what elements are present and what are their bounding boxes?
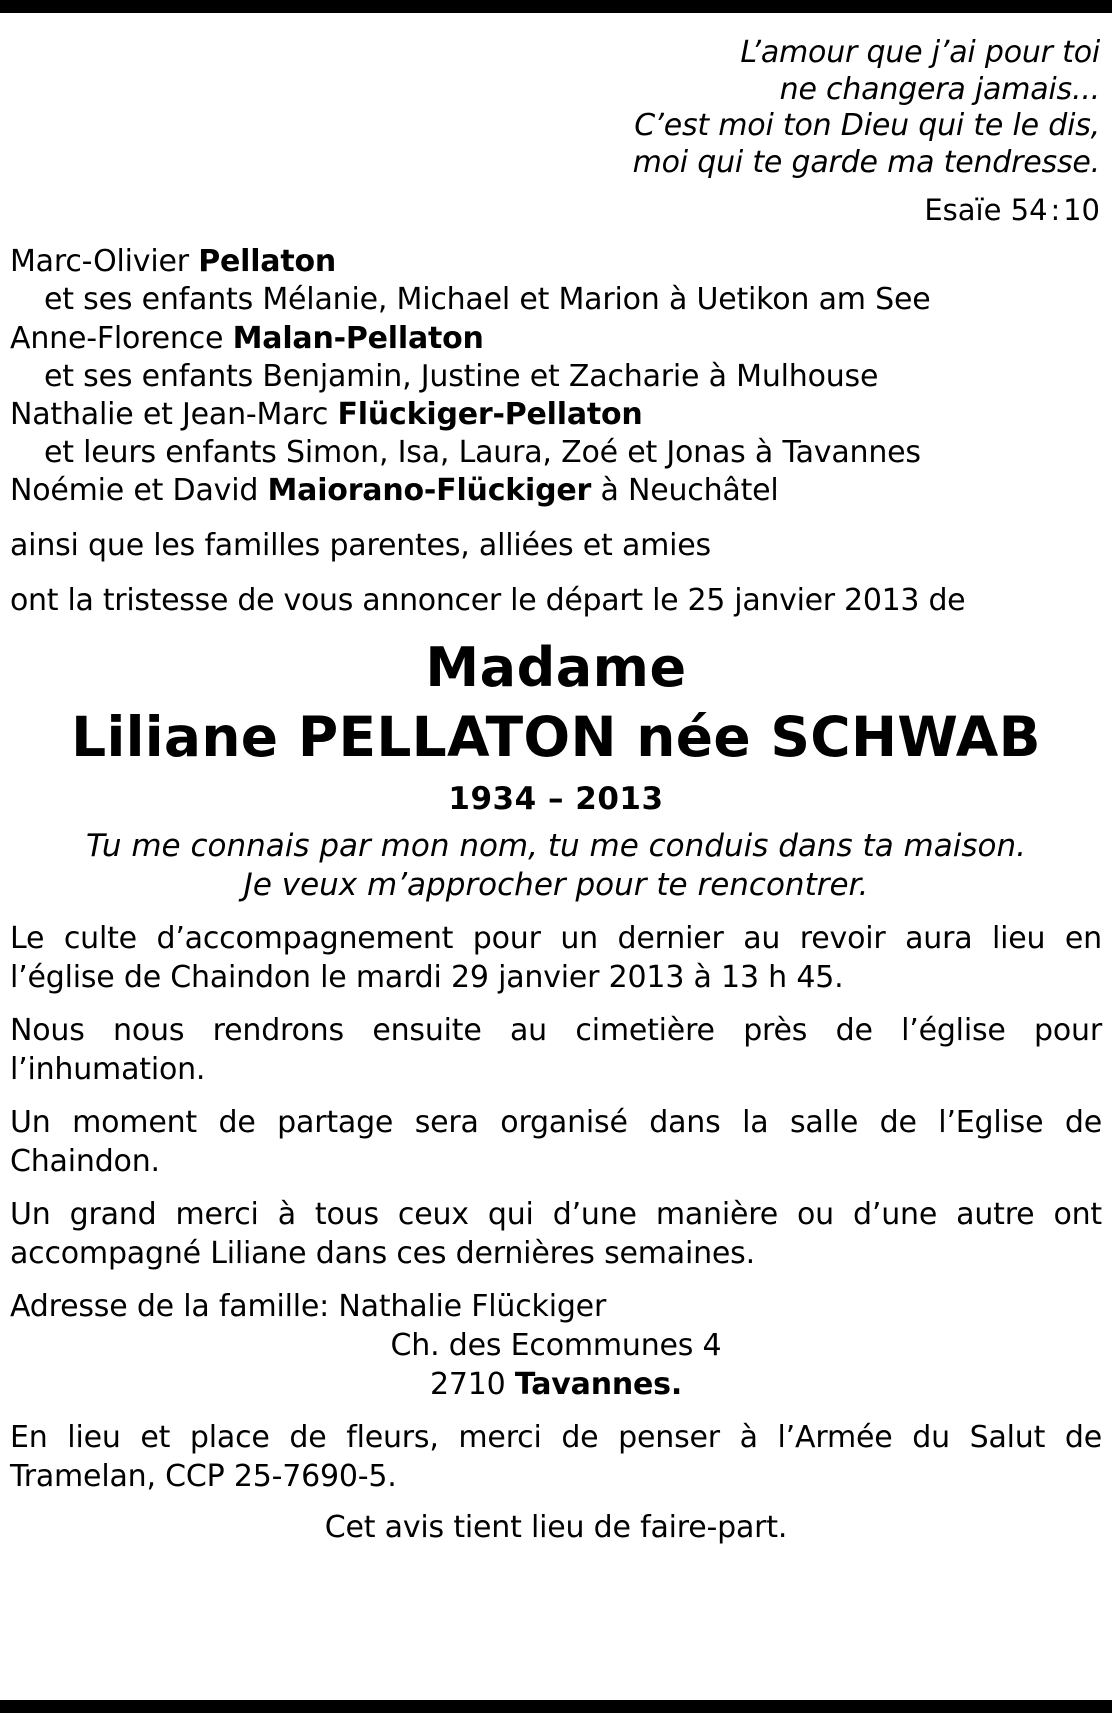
final-note: Cet avis tient lieu de faire-part. <box>324 1509 788 1545</box>
relatives-line: ainsi que les familles parentes, alliées et amies <box>10 528 711 564</box>
family-line <box>10 358 1102 396</box>
family-line-surname: Maiorano-Flückiger <box>267 472 592 508</box>
family-line-prefix: Nathalie et Jean-Marc <box>10 396 338 432</box>
family-line <box>10 396 1102 434</box>
verse-reference: Esaïe 54 : 10 <box>924 193 1100 228</box>
family-line <box>10 281 1102 319</box>
family-line-surname: Flückiger-Pellaton <box>337 396 643 432</box>
memorial-quote <box>10 827 1102 905</box>
family-line <box>10 434 1102 472</box>
address-city-line <box>10 1365 1102 1404</box>
verse-line: L’amour que j’ai pour toi <box>740 35 1100 70</box>
verse-block <box>10 35 1100 181</box>
gathering-paragraph: Un moment de partage sera organisé dans la salle de l’Eglise de Chaindon. <box>10 1104 1102 1179</box>
deceased-name: Liliane PELLATON née SCHWAB <box>71 705 1041 770</box>
address-street: Ch. des Ecommunes 4 <box>390 1327 722 1363</box>
family-line <box>10 320 1102 358</box>
donations-paragraph: En lieu et place de fleurs, merci de penser à l’Armée du Salut de Tramelan, CCP 25-7690-5. <box>10 1419 1102 1494</box>
family-address <box>10 1287 1102 1404</box>
family-line-prefix: Marc-Olivier <box>10 244 199 280</box>
family-line-prefix: et ses enfants Mélanie, Michael et Marion à Uetikon am See <box>44 282 931 318</box>
deceased-title: Madame <box>425 636 687 700</box>
verse-line: ne changera jamais... <box>779 71 1100 107</box>
memorial-quote-line: Je veux m’approcher pour te rencontrer. <box>243 866 869 903</box>
thanks-paragraph: Un grand merci à tous ceux qui d’une manière ou d’une autre ont accompagné Liliane dans ces dernières semaines. <box>10 1196 1102 1271</box>
verse-line: C’est moi ton Dieu qui te le dis, <box>634 108 1100 144</box>
family-line-surname: Pellaton <box>198 244 337 280</box>
announcement-line: ont la tristesse de vous annoncer le départ le 25 janvier 2013 de <box>10 583 966 619</box>
verse-line: moi qui te garde ma tendresse. <box>632 144 1100 180</box>
family-list <box>10 243 1102 510</box>
address-zip: 2710 <box>429 1366 515 1402</box>
memorial-quote-line: Tu me connais par mon nom, tu me conduis dans ta maison. <box>86 828 1026 865</box>
family-line-prefix: et ses enfants Benjamin, Justine et Zacharie à Mulhouse <box>44 358 879 394</box>
family-line-prefix: et leurs enfants Simon, Isa, Laura, Zoé et Jonas à Tavannes <box>44 434 921 470</box>
address-city: Tavannes. <box>514 1366 683 1402</box>
family-line-prefix: Noémie et David <box>10 472 268 508</box>
address-intro: Adresse de la famille: Nathalie Flückiger <box>10 1288 607 1324</box>
family-line-prefix: Anne-Florence <box>10 320 233 356</box>
burial-paragraph: Nous nous rendrons ensuite au cimetière près de l’église pour l’inhumation. <box>10 1012 1102 1087</box>
family-line <box>10 243 1102 281</box>
family-line <box>10 472 1102 510</box>
family-line-suffix: à Neuchâtel <box>591 472 779 508</box>
deceased-years: 1934 – 2013 <box>448 781 664 818</box>
service-paragraph: Le culte d’accompagnement pour un dernier au revoir aura lieu en l’église de Chaindon le mardi 29 janvier 2013 à 13 h 45. <box>10 920 1102 995</box>
family-line-surname: Malan-Pellaton <box>232 320 484 356</box>
